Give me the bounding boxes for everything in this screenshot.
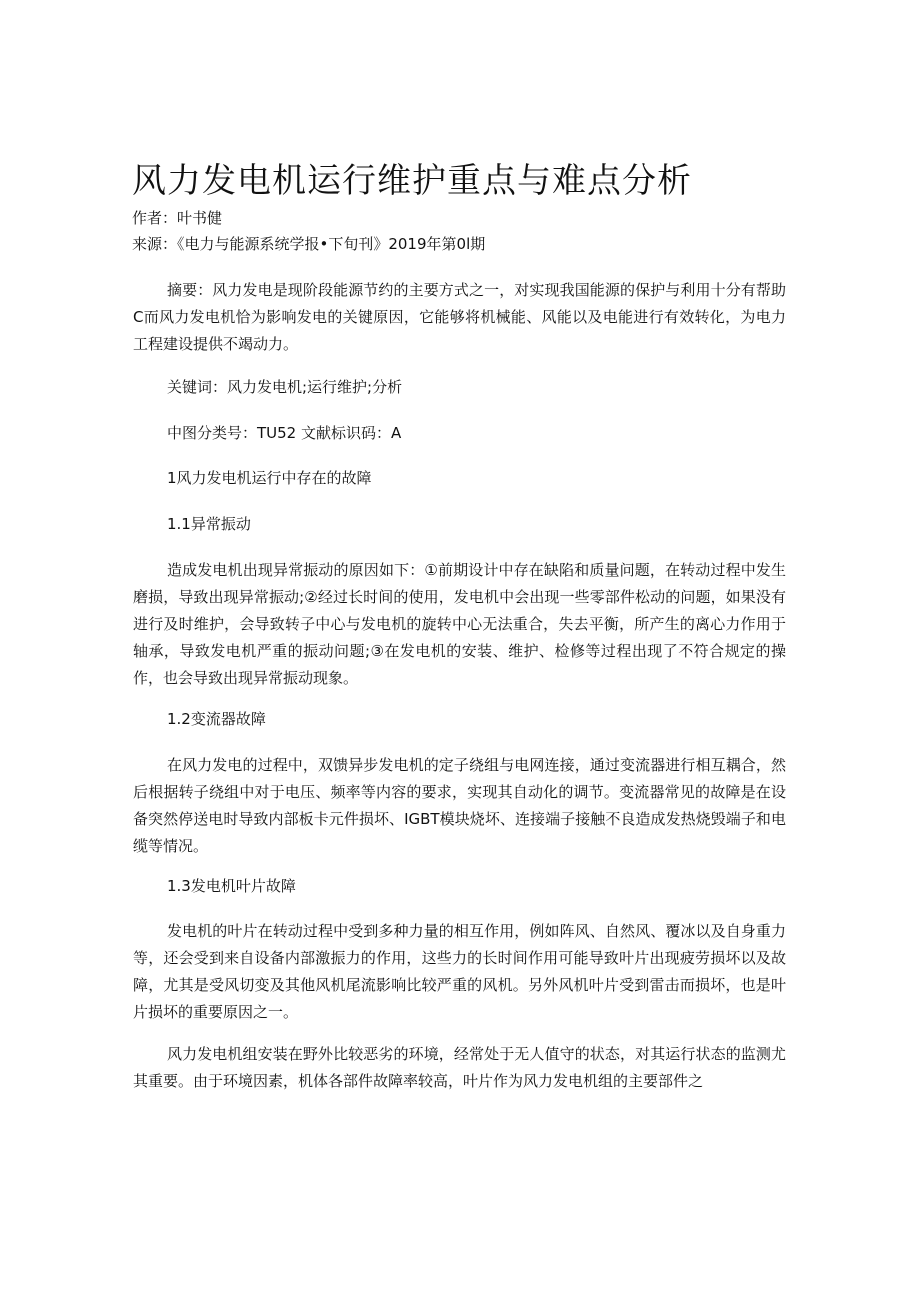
article-author: 作者：叶书健 <box>132 209 223 227</box>
article-source: 来源：《电力与能源系统学报•下旬刊》2019年第0l期 <box>132 235 486 253</box>
section-1-3-heading: 1.3发电机叶片故障 <box>167 877 296 895</box>
section-1-1-heading: 1.1异常振动 <box>167 515 251 533</box>
section-1-3-paragraph: 发电机的叶片在转动过程中受到多种力量的相互作用，例如阵风、自然风、覆冰以及自身重力等，还会受到来自设备内部激振力的作用，这些力的长时间作用可能导致叶片出现疲劳损坏以及故障，尤其是受风切变及其他风机尾流影响比较严重的风机。另外风机叶片受到雷击而损坏，也是叶片损坏的重要原因之一。 <box>133 922 786 1021</box>
section-1-heading: 1风力发电机运行中存在的故障 <box>167 469 372 487</box>
section-1-1-paragraph: 造成发电机出现异常振动的原因如下：①前期设计中存在缺陷和质量问题，在转动过程中发生磨损，导致出现异常振动;②经过长时间的使用，发电机中会出现一些零部件松动的问题，如果没有进行及时维护，会导致转子中心与发电机的旋转中心无法重合，失去平衡，所产生的离心力作用于轴承，导致发电机严重的振动问题;③在发电机的安装、维护、检修等过程出现了不符合规定的操作，也会导致出现异常振动现象。 <box>133 561 786 687</box>
keywords-line: 关键词：风力发电机;运行维护;分析 <box>167 378 403 396</box>
section-1-2-paragraph: 在风力发电的过程中，双馈异步发电机的定子绕组与电网连接，通过变流器进行相互耦合，然后根据转子绕组中对于电压、频率等内容的要求，实现其自动化的调节。变流器常见的故障是在设备突然停送电时导致内部板卡元件损坏、IGBT模块烧坏、连接端子接触不良造成发热烧毁端子和电缆等情况。 <box>133 756 786 855</box>
final-paragraph: 风力发电机组安装在野外比较恶劣的环境，经常处于无人值守的状态，对其运行状态的监测尤其重要。由于环境因素，机体各部件故障率较高，叶片作为风力发电机组的主要部件之 <box>133 1045 786 1090</box>
classification-line: 中图分类号：TU52 文献标识码：A <box>167 424 402 442</box>
abstract-paragraph: 摘要：风力发电是现阶段能源节约的主要方式之一，对实现我国能源的保护与利用十分有帮助C而风力发电机恰为影响发电的关键原因，它能够将机械能、风能以及电能进行有效转化，为电力工程建设提供不竭动力。 <box>133 281 786 353</box>
section-1-2-heading: 1.2变流器故障 <box>167 710 266 728</box>
article-title: 风力发电机运行维护重点与难点分析 <box>132 161 692 201</box>
